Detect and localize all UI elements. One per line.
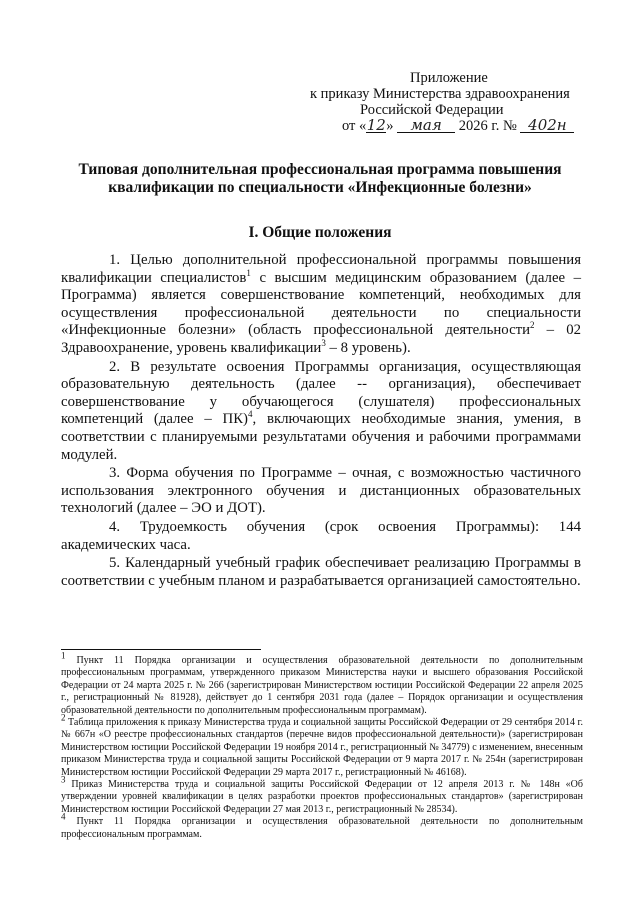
title-line-1: Типовая дополнительная профессиональная программа повышения [78, 161, 562, 178]
paragraph-5: 5. Календарный учебный график обеспечивает реализацию Программы в соответствии с учебным планом и разрабатывается организацией самостоятельно. [61, 555, 581, 589]
footnote-ref-2: 2 [530, 320, 535, 331]
footnote-ref-3: 3 [321, 338, 326, 349]
section-heading: I. Общие положения [248, 224, 392, 241]
footnote: $^4$ Пункт 11 Порядка организации и осуществления образовательной деятельности по дополнительным профессиональным программам. [61, 811, 583, 840]
paragraph-3: 3. Форма обучения по Программе – очная, с возможностью частичного использования электронного обучения и дистанционных образовательных технологий (далее – ЭО и ДОТ). [61, 465, 581, 517]
date-year: 2026 г. № [458, 118, 517, 134]
footnote-ref-4: 4 [248, 409, 253, 420]
footnote-separator [61, 649, 261, 650]
date-day: 12 [366, 116, 386, 134]
title-line-2: квалификации по специальности «Инфекционные болезни» [108, 179, 532, 196]
date-month: мая [397, 118, 455, 133]
order-date-line [300, 118, 600, 134]
footnote: $^3$ Приказ Министерства труда и социальной защиты Российской Федерации от 12 апреля 2013 г. № 148н «Об утверждении уровней квалификации в целях разработки проектов профессиональных стандартов» (зарегистрирован Министерством юстиции Российской Федерации 27 мая 2013 г., регистрационный № 28534). [61, 774, 583, 815]
document-body [61, 252, 581, 590]
appendix-header [300, 70, 600, 134]
document-title [60, 161, 580, 197]
order-number: 402н [520, 118, 574, 133]
country-name: Российской Федерации [360, 102, 504, 118]
paragraph-2: 2. В результате освоения Программы организация, осуществляющая образовательную деятельность (далее -- организация), обеспечивает совершенствование у обучающегося (слушателя) профессиональных компетенций (далее – ПК)$^4$, включающих необходимые знания, умения, в соответствии с планируемыми результатами обучения и рабочими программами модулей. [61, 358, 582, 463]
paragraph-4: 4. Трудоемкость обучения (срок освоения Программы): 144 академических часа. [61, 518, 581, 553]
paragraph-1: 1. Целью дополнительной профессиональной программы повышения квалификации специалистов$^1$ с высшим медицинским образованием (далее – Программа) является совершенствование компетенций, необходимых для осуществления профессиональной деятельности по специальности «Инфекционные болезни» (область профессиональной деятельности$^2$ – 02 Здравоохранение, уровень квалификации$^3$ – 8 уровень). [61, 252, 581, 356]
order-reference: к приказу Министерства здравоохранения [310, 86, 570, 102]
appendix-label: Приложение [410, 70, 488, 86]
footnote: $^1$ Пункт 11 Порядка организации и осуществления образовательной деятельности по дополнительным профессиональным программам, утвержденного приказом Министерства науки и высшего образования Российской Федерации от 24 марта 2025 г. № 266 (зарегистрирован Министерством юстиции Российской Федерации 22 апреля 2025 г., регистрационный № 81928), действует до 1 сентября 2031 года (далее – Порядок организации и осуществления образовательной деятельности по дополнительным профессиональным программам). [61, 650, 583, 716]
footnotes [61, 650, 583, 841]
date-mid: » [386, 118, 394, 134]
footnote: $^2$ Таблица приложения к приказу Министерства труда и социальной защиты Российской Федерации от 29 сентября 2014 г. № 667н «О реестре профессиональных стандартов (перечне видов профессиональной деятельности)» (зарегистрирован Министерством юстиции Российской Федерации 19 ноября 2014 г., регистрационный № 34779) с изменением, внесенным приказом Министерства труда и социальной защиты Российской Федерации от 9 марта 2017 г. № 254н (зарегистрирован Министерством юстиции Российской Федерации 29 марта 2017 г., регистрационный № 46168). [61, 712, 583, 778]
footnote-ref-1: 1 [246, 267, 251, 278]
date-prefix: от « [342, 118, 367, 134]
